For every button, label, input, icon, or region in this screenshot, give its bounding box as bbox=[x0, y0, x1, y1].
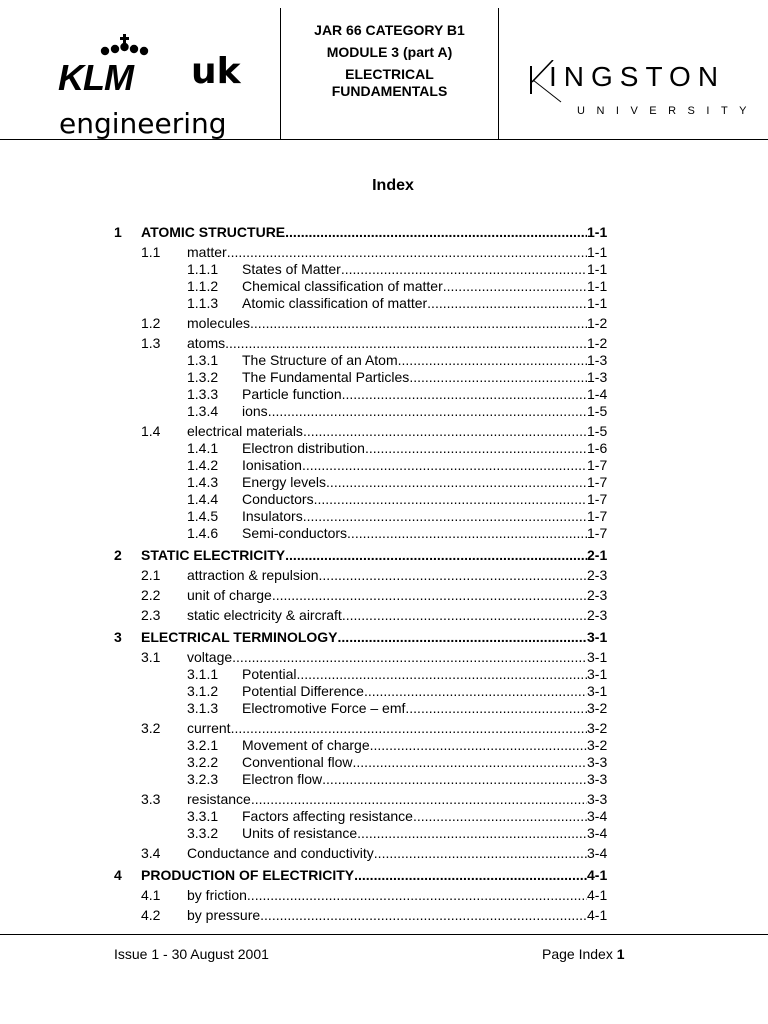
category-title: JAR 66 CATEGORY B1 bbox=[314, 22, 465, 38]
toc-entry-page: 1-2 bbox=[587, 335, 608, 351]
toc-entry-title bbox=[242, 491, 587, 508]
toc-entry-title bbox=[242, 737, 587, 754]
toc-entry-number: 3.2.1 bbox=[187, 737, 219, 753]
toc-entry-number: 4.1 bbox=[141, 887, 161, 903]
toc-dot-leader bbox=[314, 491, 587, 508]
toc-entry-number: 1.4.6 bbox=[187, 525, 219, 541]
toc-entry-page: 2-3 bbox=[587, 607, 608, 623]
toc-entry-page: 1-7 bbox=[587, 508, 608, 524]
toc-entry-title-text: by pressure bbox=[187, 907, 261, 923]
toc-entry-number: 1.4 bbox=[141, 423, 161, 439]
toc-dot-leader bbox=[427, 295, 587, 312]
toc-entry-number: 3.1.2 bbox=[187, 683, 219, 699]
toc-entry-title-text: Conventional flow bbox=[242, 754, 353, 770]
klm-uk-engineering-logo bbox=[58, 30, 258, 140]
toc-entry-number: 4.2 bbox=[141, 907, 161, 923]
toc-entry-page: 3-1 bbox=[587, 629, 608, 645]
toc-entry-number: 3 bbox=[114, 629, 122, 645]
page-label: Page Index bbox=[542, 946, 613, 962]
kingston-wordmark: INGSTON bbox=[549, 61, 726, 92]
subject-title: ELECTRICAL FUNDAMENTALS bbox=[331, 66, 448, 99]
toc-entry-title bbox=[242, 261, 587, 278]
toc-entry-title-text: Potential Difference bbox=[242, 683, 364, 699]
toc-entry-number: 2 bbox=[114, 547, 122, 563]
toc-entry-title bbox=[242, 700, 587, 717]
toc-entry-title bbox=[187, 315, 587, 332]
toc-dot-leader bbox=[342, 607, 587, 624]
toc-entry-title bbox=[187, 567, 587, 584]
toc-entry-title bbox=[242, 771, 587, 788]
toc-entry-page: 3-4 bbox=[587, 808, 608, 824]
toc-dot-leader bbox=[302, 457, 587, 474]
toc-dot-leader bbox=[303, 508, 587, 525]
toc-entry-number: 1.3.3 bbox=[187, 386, 219, 402]
toc-dot-leader bbox=[272, 587, 587, 604]
toc-entry-title-text: Chemical classification of matter bbox=[242, 278, 443, 294]
toc-entry-title-text: ions bbox=[242, 403, 268, 419]
toc-entry-title bbox=[242, 666, 587, 683]
toc-entry-title-text: Ionisation bbox=[242, 457, 302, 473]
toc-entry-page: 3-1 bbox=[587, 683, 608, 699]
toc-entry-title-text: Units of resistance bbox=[242, 825, 358, 841]
toc-entry-page: 1-1 bbox=[587, 295, 608, 311]
toc-entry-page: 1-3 bbox=[587, 352, 608, 368]
toc-entry-title-text: Movement of charge bbox=[242, 737, 370, 753]
toc-entry-title bbox=[242, 683, 587, 700]
toc-entry-title-text: Factors affecting resistance bbox=[242, 808, 413, 824]
toc-entry-page: 3-1 bbox=[587, 666, 608, 682]
toc-entry-number: 3.1.3 bbox=[187, 700, 219, 716]
toc-entry-page: 1-7 bbox=[587, 474, 608, 490]
toc-entry-number: 1.3.4 bbox=[187, 403, 219, 419]
page-number: 1 bbox=[616, 946, 625, 962]
toc-entry-title-text: Insulators bbox=[242, 508, 303, 524]
toc-entry-title bbox=[242, 440, 587, 457]
toc-entry-page: 3-3 bbox=[587, 771, 608, 787]
klm-uk-suffix: uk bbox=[191, 51, 241, 92]
toc-entry-number: 1 bbox=[114, 224, 122, 240]
toc-entry-title-text: STATIC ELECTRICITY bbox=[141, 547, 286, 563]
toc-entry-title bbox=[242, 386, 587, 403]
toc-entry-title bbox=[242, 457, 587, 474]
toc-dot-leader bbox=[260, 907, 587, 924]
toc-dot-leader bbox=[354, 867, 587, 884]
toc-entry-title-text: Particle function bbox=[242, 386, 342, 402]
toc-entry-page: 3-1 bbox=[587, 649, 608, 665]
toc-entry-title bbox=[141, 867, 587, 884]
klm-crown-icon bbox=[96, 34, 154, 58]
module-title-block bbox=[281, 22, 498, 100]
toc-entry-page: 1-2 bbox=[587, 315, 608, 331]
toc-entry-page: 3-2 bbox=[587, 720, 608, 736]
toc-entry-number: 3.2.3 bbox=[187, 771, 219, 787]
toc-dot-leader bbox=[303, 423, 587, 440]
toc-entry-page: 3-3 bbox=[587, 754, 608, 770]
toc-dot-leader bbox=[338, 629, 587, 646]
toc-entry-title-text: Electron distribution bbox=[242, 440, 365, 456]
toc-dot-leader bbox=[268, 403, 587, 420]
toc-entry-number: 1.1 bbox=[141, 244, 161, 260]
toc-entry-title-text: current bbox=[187, 720, 231, 736]
toc-entry-page: 1-1 bbox=[587, 278, 608, 294]
toc-dot-leader bbox=[409, 369, 587, 386]
toc-entry-title bbox=[242, 474, 587, 491]
toc-entry-number: 1.4.3 bbox=[187, 474, 219, 490]
toc-entry-number: 1.4.1 bbox=[187, 440, 219, 456]
toc-dot-leader bbox=[353, 754, 587, 771]
toc-entry-number: 3.2.2 bbox=[187, 754, 219, 770]
toc-dot-leader bbox=[285, 547, 587, 564]
toc-entry-page: 4-1 bbox=[587, 867, 608, 883]
klm-wordmark: KLM bbox=[58, 57, 133, 98]
toc-entry-page: 3-4 bbox=[587, 845, 608, 861]
page-header bbox=[0, 0, 768, 140]
toc-entry-number: 3.1.1 bbox=[187, 666, 219, 682]
toc-entry-title bbox=[242, 808, 587, 825]
footer-rule bbox=[0, 934, 768, 935]
toc-entry-page: 3-2 bbox=[587, 700, 608, 716]
toc-entry-title bbox=[187, 423, 587, 440]
toc-entry-title-text: The Structure of an Atom bbox=[242, 352, 398, 368]
header-divider-right bbox=[498, 8, 499, 139]
toc-dot-leader bbox=[251, 791, 587, 808]
toc-dot-leader bbox=[250, 315, 587, 332]
toc-entry-title bbox=[242, 278, 587, 295]
toc-entry-title bbox=[187, 335, 587, 352]
toc-entry-page: 3-3 bbox=[587, 791, 608, 807]
toc-entry-title bbox=[187, 244, 587, 261]
toc-entry-title-text: attraction & repulsion bbox=[187, 567, 319, 583]
toc-dot-leader bbox=[342, 386, 587, 403]
toc-entry-title bbox=[187, 607, 587, 624]
toc-entry-title-text: static electricity & aircraft bbox=[187, 607, 342, 623]
toc-entry-title-text: Electron flow bbox=[242, 771, 323, 787]
toc-entry-title-text: Electromotive Force – emf bbox=[242, 700, 406, 716]
toc-dot-leader bbox=[296, 666, 587, 683]
toc-entry-title bbox=[187, 907, 587, 924]
toc-entry-title-text: matter bbox=[187, 244, 227, 260]
toc-entry-title bbox=[242, 352, 587, 369]
toc-entry-page: 1-7 bbox=[587, 457, 608, 473]
toc-entry-number: 3.2 bbox=[141, 720, 161, 736]
toc-entry-title-text: resistance bbox=[187, 791, 251, 807]
toc-dot-leader bbox=[231, 720, 587, 737]
toc-entry-title-text: PRODUCTION OF ELECTRICITY bbox=[141, 867, 355, 883]
toc-entry-title-text: by friction bbox=[187, 887, 247, 903]
toc-entry-page: 2-3 bbox=[587, 587, 608, 603]
toc-entry-title-text: Conductance and conductivity bbox=[187, 845, 374, 861]
issue-date: Issue 1 - 30 August 2001 bbox=[114, 946, 269, 962]
toc-entry-title bbox=[141, 547, 587, 564]
toc-entry-title bbox=[242, 754, 587, 771]
toc-entry-title-text: Atomic classification of matter bbox=[242, 295, 428, 311]
toc-entry-page: 1-3 bbox=[587, 369, 608, 385]
university-wordmark: UNIVERSITY bbox=[577, 105, 759, 117]
toc-dot-leader bbox=[364, 683, 587, 700]
toc-entry-title-text: voltage bbox=[187, 649, 233, 665]
toc-entry-page: 3-2 bbox=[587, 737, 608, 753]
toc-entry-number: 1.1.3 bbox=[187, 295, 219, 311]
toc-dot-leader bbox=[347, 525, 587, 542]
toc-entry-title bbox=[242, 403, 587, 420]
toc-entry-title-text: Energy levels bbox=[242, 474, 327, 490]
toc-entry-page: 1-1 bbox=[587, 224, 608, 240]
toc-entry-title bbox=[242, 825, 587, 842]
toc-entry-title bbox=[242, 525, 587, 542]
toc-entry-number: 3.3.1 bbox=[187, 808, 219, 824]
toc-entry-number: 1.3.1 bbox=[187, 352, 219, 368]
toc-entry-number: 2.1 bbox=[141, 567, 161, 583]
toc-entry-number: 1.4.5 bbox=[187, 508, 219, 524]
toc-entry-title bbox=[141, 629, 587, 646]
page-footer-label bbox=[542, 946, 625, 963]
toc-dot-leader bbox=[443, 278, 587, 295]
toc-entry-number: 3.1 bbox=[141, 649, 161, 665]
toc-entry-number: 1.3.2 bbox=[187, 369, 219, 385]
toc-dot-leader bbox=[326, 474, 587, 491]
toc-dot-leader bbox=[225, 335, 587, 352]
toc-entry-number: 1.1.2 bbox=[187, 278, 219, 294]
toc-entry-title-text: atoms bbox=[187, 335, 226, 351]
toc-entry-page: 1-1 bbox=[587, 261, 608, 277]
toc-entry-page: 1-5 bbox=[587, 423, 608, 439]
toc-dot-leader bbox=[285, 224, 587, 241]
toc-entry-title bbox=[187, 845, 587, 862]
toc-entry-page: 4-1 bbox=[587, 907, 608, 923]
toc-dot-leader bbox=[370, 737, 587, 754]
toc-entry-title-text: ELECTRICAL TERMINOLOGY bbox=[141, 629, 338, 645]
toc-entry-number: 1.4.2 bbox=[187, 457, 219, 473]
toc-dot-leader bbox=[319, 567, 587, 584]
toc-entry-title-text: Semi-conductors bbox=[242, 525, 348, 541]
toc-entry-page: 2-3 bbox=[587, 567, 608, 583]
toc-entry-title-text: unit of charge bbox=[187, 587, 272, 603]
toc-entry-page: 1-7 bbox=[587, 525, 608, 541]
toc-entry-number: 3.3 bbox=[141, 791, 161, 807]
toc-entry-page: 1-4 bbox=[587, 386, 608, 402]
toc-entry-title bbox=[187, 649, 587, 666]
toc-entry-number: 1.3 bbox=[141, 335, 161, 351]
toc-entry-page: 3-4 bbox=[587, 825, 608, 841]
toc-entry-title bbox=[187, 791, 587, 808]
toc-entry-number: 3.3.2 bbox=[187, 825, 219, 841]
toc-dot-leader bbox=[341, 261, 587, 278]
toc-dot-leader bbox=[322, 771, 587, 788]
toc-entry-page: 1-6 bbox=[587, 440, 608, 456]
toc-entry-title-text: ATOMIC STRUCTURE bbox=[141, 224, 286, 240]
toc-dot-leader bbox=[398, 352, 587, 369]
toc-entry-title bbox=[242, 508, 587, 525]
toc-dot-leader bbox=[413, 808, 587, 825]
toc-dot-leader bbox=[357, 825, 587, 842]
toc-entry-page: 1-5 bbox=[587, 403, 608, 419]
toc-dot-leader bbox=[374, 845, 587, 862]
toc-entry-number: 1.2 bbox=[141, 315, 161, 331]
toc-entry-page: 2-1 bbox=[587, 547, 608, 563]
toc-entry-number: 1.4.4 bbox=[187, 491, 219, 507]
toc-dot-leader bbox=[365, 440, 587, 457]
toc-entry-number: 2.3 bbox=[141, 607, 161, 623]
kingston-university-logo bbox=[527, 60, 759, 130]
klm-division-name: engineering bbox=[59, 107, 227, 140]
toc-entry-title-text: molecules bbox=[187, 315, 251, 331]
toc-entry-title bbox=[242, 369, 587, 386]
toc-entry-title bbox=[187, 720, 587, 737]
toc-entry-title bbox=[187, 887, 587, 904]
index-heading: Index bbox=[372, 177, 414, 194]
toc-entry-title bbox=[242, 295, 587, 312]
toc-entry-title-text: States of Matter bbox=[242, 261, 341, 277]
toc-entry-number: 3.4 bbox=[141, 845, 161, 861]
toc-entry-title-text: Conductors bbox=[242, 491, 314, 507]
toc-entry-page: 4-1 bbox=[587, 887, 608, 903]
toc-entry-title-text: Potential bbox=[242, 666, 297, 682]
toc-dot-leader bbox=[227, 244, 587, 261]
toc-entry-number: 2.2 bbox=[141, 587, 161, 603]
toc-entry-title bbox=[187, 587, 587, 604]
toc-dot-leader bbox=[247, 887, 587, 904]
toc-entry-title-text: The Fundamental Particles bbox=[242, 369, 410, 385]
toc-entry-title-text: electrical materials bbox=[187, 423, 303, 439]
toc-entry-number: 1.1.1 bbox=[187, 261, 219, 277]
toc-dot-leader bbox=[405, 700, 587, 717]
toc-entry-number: 4 bbox=[114, 867, 122, 883]
toc-dot-leader bbox=[232, 649, 587, 666]
toc-entry-title bbox=[141, 224, 587, 241]
module-title: MODULE 3 (part A) bbox=[326, 44, 453, 60]
toc-entry-page: 1-1 bbox=[587, 244, 608, 260]
toc-entry-page: 1-7 bbox=[587, 491, 608, 507]
